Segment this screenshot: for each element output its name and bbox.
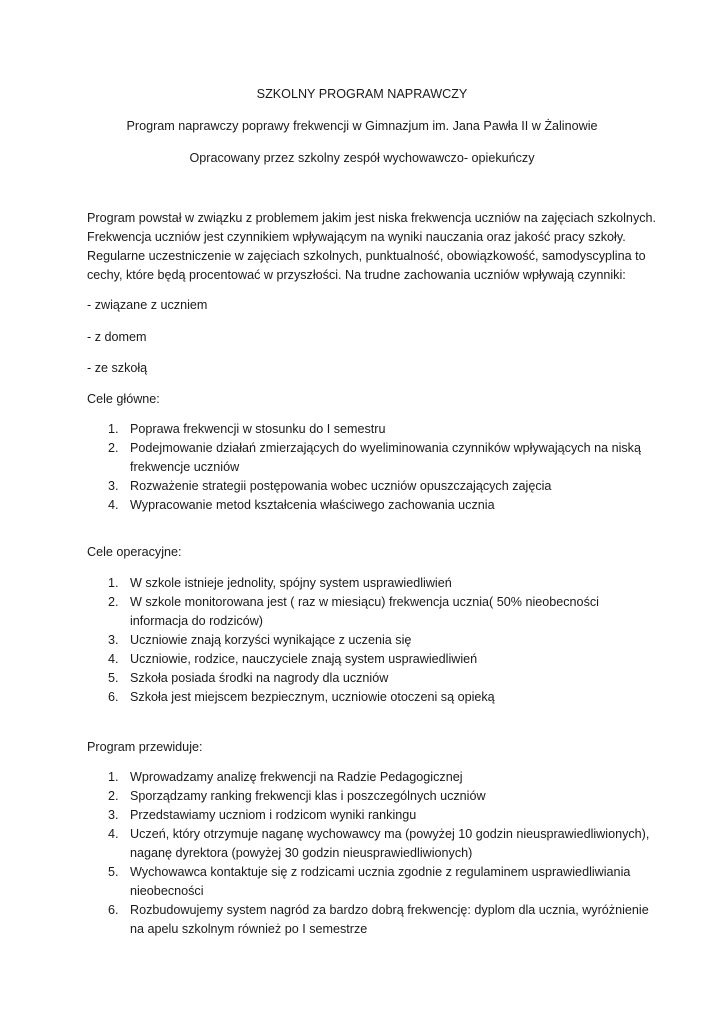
factor-item: - ze szkołą [87,361,148,375]
list-number: 3. [108,808,119,822]
factor-item: - z domem [87,330,147,344]
list-item [87,574,647,593]
intro-line: Frekwencja uczniów jest czynnikiem wpływającym na wyniki nauczania oraz jakość pracy szkoły. [87,230,626,244]
intro-line: Regularne uczestniczenie w zajęciach szkolnych, punktualność, obowiązkowość, samodyscyplina to [87,249,646,263]
list-number: 3. [108,633,119,647]
list-item [87,439,647,477]
list-item [87,901,647,939]
program-heading: Program przewiduje: [87,740,203,754]
list-item [87,650,647,669]
list-item [87,496,647,515]
list-text: Rozbudowujemy system nagród za bardzo dobrą frekwencję: dyplom dla ucznia, wyróżnienie [130,903,649,917]
list-text: Rozważenie strategii postępowania wobec uczniów opuszczających zajęcia [130,479,552,493]
document-title: SZKOLNY PROGRAM NAPRAWCZY [256,87,468,101]
list-item [87,806,647,825]
list-number: 6. [108,903,119,917]
list-number: 1. [108,770,119,784]
operational-goals-list [87,574,647,707]
list-item [87,768,647,787]
list-text: na apelu szkolnym również po I semestrze [130,922,368,936]
list-item [87,593,647,631]
main-goals-heading: Cele główne: [87,392,160,406]
list-item [87,825,650,863]
list-text: Wychowawca kontaktuje się z rodzicami ucznia zgodnie z regulaminem usprawiedliwiania [130,865,631,879]
list-item [87,787,647,806]
list-number: 2. [108,789,119,803]
list-text: naganę dyrektora (powyżej 30 godzin nieusprawiedliwionych) [130,846,473,860]
list-item [87,477,647,496]
factor-item: - związane z uczniem [87,298,208,312]
list-text: Uczniowie znają korzyści wynikające z uczenia się [130,633,412,647]
list-item [87,863,647,901]
list-number: 2. [108,595,119,609]
document-subtitle: Program naprawczy poprawy frekwencji w Gimnazjum im. Jana Pawła II w Żalinowie [126,119,598,133]
list-text: Wypracowanie metod kształcenia właściwego zachowania ucznia [130,498,495,512]
list-text: Wprowadzamy analizę frekwencji na Radzie Pedagogicznej [130,770,463,784]
list-number: 4. [108,498,119,512]
list-number: 1. [108,422,119,436]
list-number: 6. [108,690,119,704]
list-text: nieobecności [130,884,204,898]
list-item [87,420,647,439]
author-line: Opracowany przez szkolny zespół wychowawczo- opiekuńczy [189,151,535,165]
intro-paragraph [87,209,657,285]
list-text: Szkoła jest miejscem bezpiecznym, uczniowie otoczeni są opieką [130,690,495,704]
list-item [87,631,647,650]
list-text: Szkoła posiada środki na nagrody dla uczniów [130,671,389,685]
program-list [87,768,650,939]
list-number: 5. [108,671,119,685]
list-text: Uczniowie, rodzice, nauczyciele znają system usprawiedliwień [130,652,478,666]
list-text: W szkole istnieje jednolity, spójny system usprawiedliwień [130,576,452,590]
list-text: W szkole monitorowana jest ( raz w miesiącu) frekwencja ucznia( 50% nieobecności [130,595,599,609]
list-number: 2. [108,441,119,455]
list-number: 1. [108,576,119,590]
main-goals-list [87,420,647,515]
list-text: Przedstawiamy uczniom i rodzicom wyniki rankingu [130,808,417,822]
list-text: Sporządzamy ranking frekwencji klas i poszczególnych uczniów [130,789,486,803]
intro-line: Program powstał w związku z problemem jakim jest niska frekwencja uczniów na zajęciach szkolnych. [87,211,657,225]
list-item [87,669,647,688]
list-number: 4. [108,827,119,841]
list-text: Poprawa frekwencji w stosunku do I semestru [130,422,386,436]
list-text: Podejmowanie działań zmierzających do wyeliminowania czynników wpływających na niską [130,441,641,455]
list-text: Uczeń, który otrzymuje naganę wychowawcy ma (powyżej 10 godzin nieusprawiedliwionych), [130,827,650,841]
operational-goals-heading: Cele operacyjne: [87,545,182,559]
list-text: frekwencje uczniów [130,460,240,474]
list-item [87,688,647,707]
list-number: 4. [108,652,119,666]
list-number: 3. [108,479,119,493]
list-text: informacja do rodziców) [130,614,263,628]
list-number: 5. [108,865,119,879]
intro-line: cechy, które będą procentować w przyszłości. Na trudne zachowania uczniów wpływają czynniki: [87,268,626,282]
